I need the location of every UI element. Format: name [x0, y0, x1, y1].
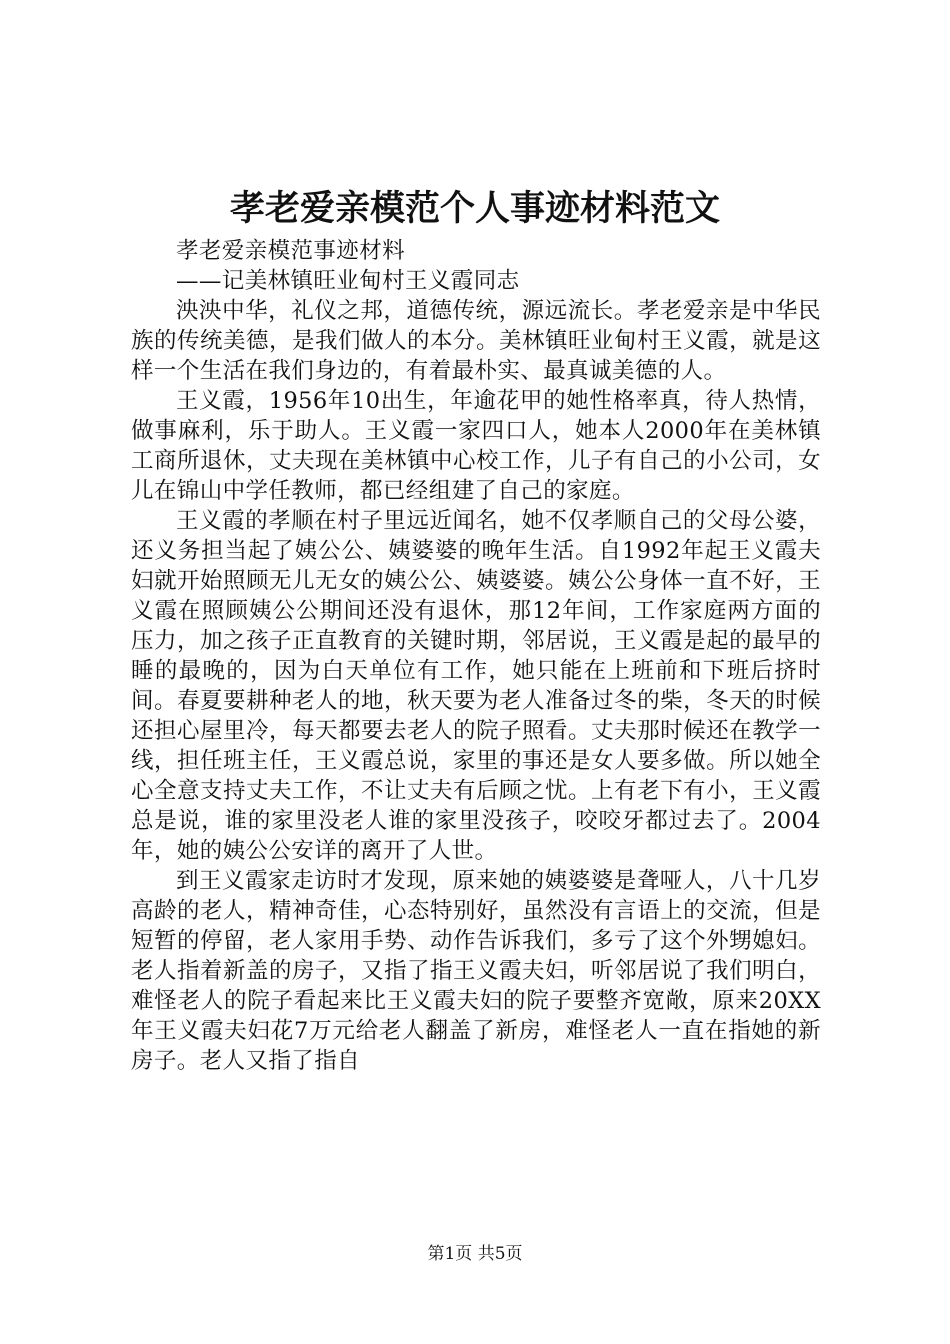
document-subheading: ——记美林镇旺业甸村王义霞同志 — [176, 268, 520, 294]
document-body — [131, 236, 821, 1076]
paragraph-visit: 到王义霞家走访时才发现，原来她的姨婆婆是聋哑人，八十几岁高龄的老人，精神奇佳，心态特别好，虽然没有言语上的交流，但是短暂的停留，老人家用手势、动作告诉我们，多亏了这个外甥媳妇。老人指着新盖的房子，又指了指王义霞夫妇，听邻居说了我们明白，难怪老人的院子看起来比王义霞夫妇的院子要整齐宽敞，原来20XX年王义霞夫妇花7万元给老人翻盖了新房，难怪老人一直在指她的新房子。老人又指了指自 — [131, 868, 821, 1074]
paragraph-filial-care: 王义霞的孝顺在村子里远近闻名，她不仅孝顺自己的父母公婆，还义务担当起了姨公公、姨婆婆的晚年生活。自1992年起王义霞夫妇就开始照顾无儿无女的姨公公、姨婆婆。姨公公身体一直不好，王义霞在照顾姨公公期间还没有退休，那12年间，工作家庭两方面的压力，加之孩子正直教育的关键时期，邻居说，王义霞是起的最早的睡的最晚的，因为白天单位有工作，她只能在上班前和下班后挤时间。春夏要耕种老人的地，秋天要为老人准备过冬的柴，冬天的时候还担心屋里冷，每天都要去老人的院子照看。丈夫那时候还在教学一线，担任班主任，王义霞总说，家里的事还是女人要多做。所以她全心全意支持丈夫工作，不让丈夫有后顾之忧。上有老下有小，王义霞总是说，谁的家里没老人谁的家里没孩子，咬咬牙都过去了。2004年，她的姨公公安详的离开了人世。 — [131, 508, 821, 864]
paragraph-intro: 泱泱中华，礼仪之邦，道德传统，源远流长。孝老爱亲是中华民族的传统美德，是我们做人的本分。美林镇旺业甸村王义霞，就是这样一个生活在我们身边的，有着最朴实、最真诚美德的人。 — [131, 298, 821, 384]
paragraph-profile: 王义霞，1956年10出生，年逾花甲的她性格率真，待人热情，做事麻利，乐于助人。王义霞一家四口人，她本人2000年在美林镇工商所退休，丈夫现在美林镇中心校工作，儿子有自己的小公司，女儿在锦山中学任教师，都已经组建了自己的家庭。 — [131, 388, 821, 504]
page-footer: 第1页 共5页 — [427, 1244, 523, 1264]
document-subtitle: 孝老爱亲模范事迹材料 — [176, 238, 406, 264]
page-title: 孝老爱亲模范个人事迹材料范文 — [229, 188, 720, 229]
